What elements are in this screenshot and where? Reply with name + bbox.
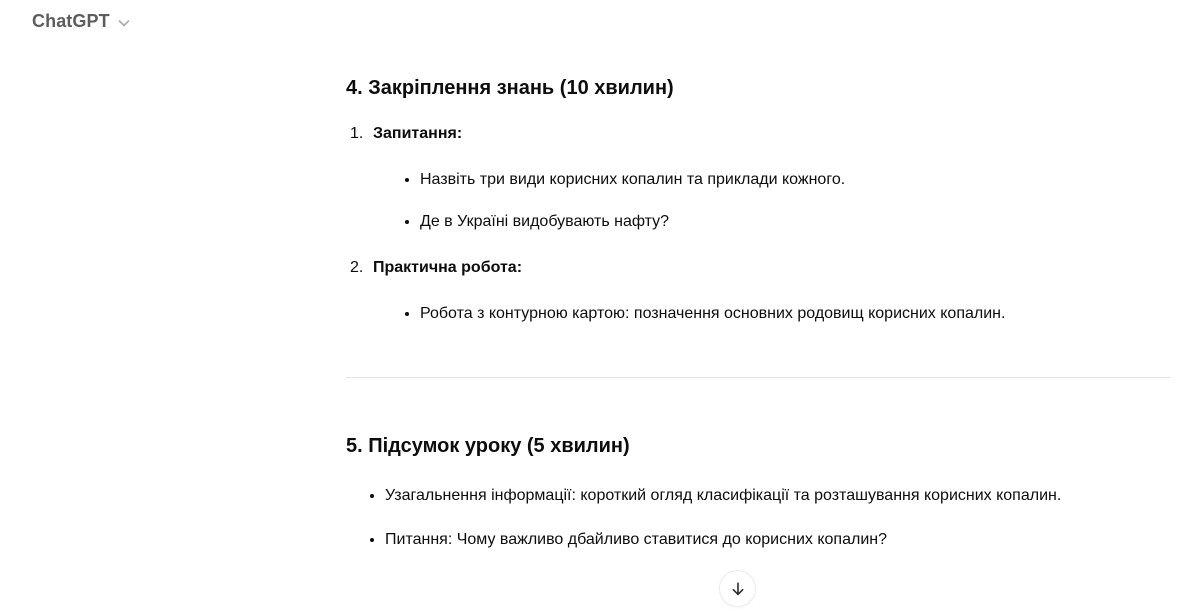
assistant-message xyxy=(346,0,1170,572)
numbered-item-2 xyxy=(350,256,1170,326)
scroll-to-bottom-button[interactable] xyxy=(719,570,756,607)
numbered-item-1-row xyxy=(350,122,1170,146)
numbered-item-1 xyxy=(350,122,1170,234)
section-4-heading: 4. Закріплення знань (10 хвилин) xyxy=(346,77,674,99)
numbered-item-1-label: Запитання: xyxy=(373,125,463,142)
numbered-item-2-marker: 2. xyxy=(350,259,364,276)
section-5-heading: 5. Підсумок уроку (5 хвилин) xyxy=(346,435,630,457)
chevron-down-icon xyxy=(116,15,132,31)
numbered-item-2-label: Практична робота: xyxy=(373,259,523,276)
bullet-item: • Назвіть три види корисних копалин та приклади кожного. xyxy=(420,168,1170,192)
section-4-numbered-list xyxy=(346,122,1170,326)
numbered-item-2-row xyxy=(350,256,1170,280)
section-divider xyxy=(346,377,1170,378)
model-switcher-label: ChatGPT xyxy=(32,11,110,31)
numbered-item-2-bullet-list xyxy=(350,302,1170,326)
numbered-item-1-marker: 1. xyxy=(350,125,364,142)
bullet-item: • Питання: Чому важливо дбайливо ставитися до корисних копалин? xyxy=(385,528,1170,552)
section-5-bullet-list xyxy=(346,484,1170,552)
arrow-down-icon xyxy=(729,580,747,598)
bullet-item: • Робота з контурною картою: позначення основних родовищ корисних копалин. xyxy=(420,302,1170,326)
bullet-item: • Узагальнення інформації: короткий огляд класифікації та розташування корисних копалин. xyxy=(385,484,1170,508)
numbered-item-1-bullet-list xyxy=(350,168,1170,234)
bullet-item: • Де в Україні видобувають нафту? xyxy=(420,210,1170,234)
model-switcher-button[interactable] xyxy=(22,5,142,38)
